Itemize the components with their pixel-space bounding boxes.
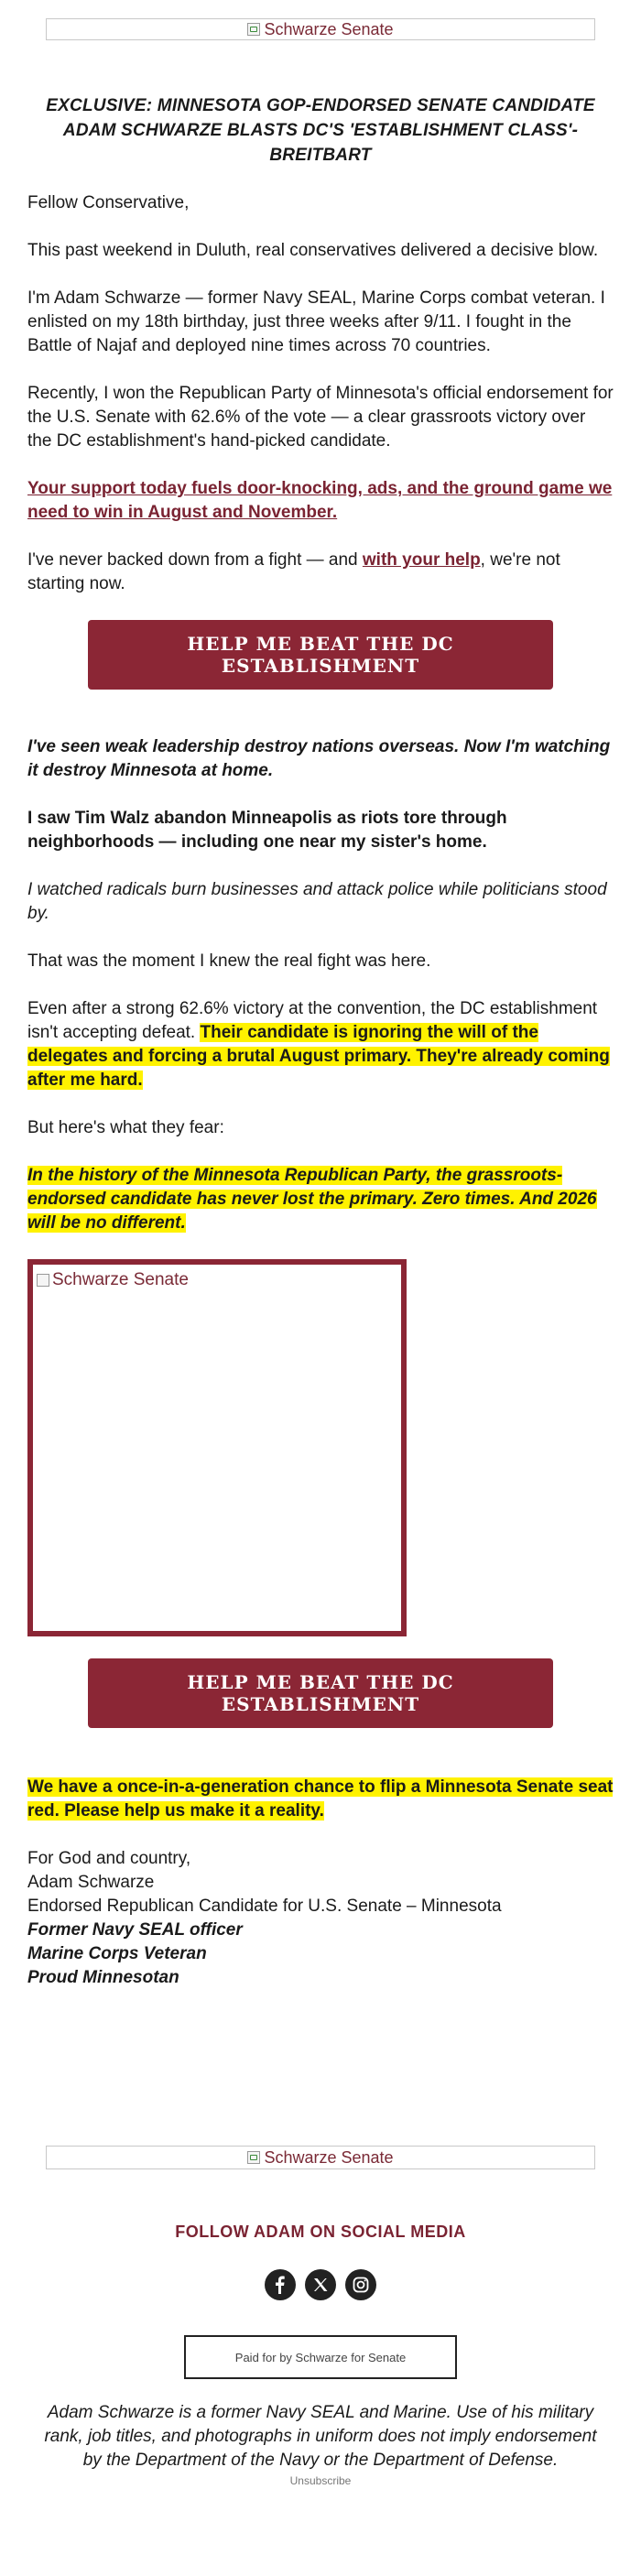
x-icon[interactable] (305, 2269, 336, 2300)
flip-highlight: We have a once-in-a-generation chance to flip a Minnesota Senate seat red. Please help us make it a reality. (27, 1777, 614, 1821)
paragraph-primary (27, 997, 614, 1092)
paragraph-fight (27, 549, 614, 596)
candidate-photo-alt (37, 1270, 189, 1290)
with-your-help-link[interactable]: with your help (362, 550, 481, 570)
paragraph-fear: But here's what they fear: (27, 1118, 224, 1137)
broken-image-icon (247, 2151, 260, 2164)
paragraph-duluth: This past weekend in Duluth, real conservatives delivered a decisive blow. (27, 241, 599, 260)
signature-line-marine: Marine Corps Veteran (27, 1944, 207, 1963)
header-logo[interactable] (46, 18, 595, 40)
cta-row-2 (27, 1658, 614, 1728)
broken-image-icon (247, 23, 260, 36)
fight-text-pre: I've never backed down from a fight — and (27, 550, 363, 570)
signature-line-seal: Former Navy SEAL officer (27, 1920, 243, 1940)
support-link[interactable]: Your support today fuels door-knocking, ads, and the ground game we need to win in August and November. (27, 479, 613, 522)
signature (27, 1847, 614, 1990)
primary-text-pre: Even after a strong 62.6% victory at the convention, the DC establishment isn't accepting defeat. (27, 999, 598, 1042)
paragraph-walz: I saw Tim Walz abandon Minneapolis as riots tore through neighborhoods — including one near my sister's home. (27, 809, 507, 852)
paragraph-bio: I'm Adam Schwarze — former Navy SEAL, Marine Corps combat veteran. I enlisted on my 18th birthday, just three weeks after 9/11. I fought in the Battle of Najaf and deployed nine times across 70 countries. (27, 288, 605, 355)
help-me-beat-establishment-button[interactable]: HELP ME BEAT THE DC ESTABLISHMENT (88, 620, 553, 690)
signature-line-minnesotan: Proud Minnesotan (27, 1968, 179, 1987)
signature-name: Adam Schwarze (27, 1873, 155, 1892)
signature-title: Endorsed Republican Candidate for U.S. Senate – Minnesota (27, 1897, 502, 1916)
header-logo-alt: Schwarze Senate (264, 19, 394, 38)
help-me-beat-establishment-button-2[interactable]: HELP ME BEAT THE DC ESTABLISHMENT (88, 1658, 553, 1728)
social-links (27, 2269, 614, 2300)
greeting: Fellow Conservative, (27, 193, 190, 212)
paragraph-support (27, 477, 614, 525)
unsubscribe-link[interactable]: Unsubscribe (289, 2474, 352, 2487)
signature-closing: For God and country, (27, 1849, 191, 1868)
facebook-icon[interactable] (265, 2269, 296, 2300)
broken-image-icon (37, 1274, 49, 1287)
paragraph-history (27, 1164, 614, 1235)
cta-row-1 (27, 620, 614, 690)
paid-for-text: Paid for by Schwarze for Senate (234, 2350, 407, 2364)
follow-heading: FOLLOW ADAM ON SOCIAL MEDIA (175, 2223, 466, 2241)
candidate-photo[interactable] (27, 1259, 407, 1636)
history-highlight: In the history of the Minnesota Republican Party, the grassroots-endorsed candidate has never lost the primary. Zero times. And 2026 will be no different. (27, 1166, 597, 1233)
disclaimer: Adam Schwarze is a former Navy SEAL and Marine. Use of his military rank, job titles, and photographs in uniform does not imply endorsement by the Department of the Navy or the Department of Defense. (44, 2403, 597, 2470)
paragraph-weak-leadership: I've seen weak leadership destroy nations overseas. Now I'm watching it destroy Minnesota at home. (27, 737, 611, 780)
paragraph-moment: That was the moment I knew the real fight was here. (27, 951, 431, 971)
email-body (27, 0, 614, 2487)
paid-for-box (184, 2335, 457, 2379)
footer (27, 2146, 614, 2487)
paragraph-flip (27, 1776, 614, 1823)
footer-logo-alt: Schwarze Senate (264, 2147, 394, 2167)
footer-logo[interactable] (46, 2146, 595, 2169)
paragraph-endorsement: Recently, I won the Republican Party of Minnesota's official endorsement for the U.S. Senate with 62.6% of the vote — a clear grassroots victory over the DC establishment's hand-picked candidate. (27, 384, 614, 451)
fight-text-post: , we're not starting now. (27, 550, 560, 593)
instagram-icon[interactable] (345, 2269, 376, 2300)
primary-highlight: Their candidate is ignoring the will of the delegates and forcing a brutal August primary. They're already coming after me hard. (27, 1023, 610, 1090)
headline: EXCLUSIVE: MINNESOTA GOP-ENDORSED SENATE CANDIDATE ADAM SCHWARZE BLASTS DC'S 'ESTABLISHMENT CLASS'- BREITBART (46, 96, 595, 165)
paragraph-radicals: I watched radicals burn businesses and attack police while politicians stood by. (27, 880, 607, 923)
photo-alt-text: Schwarze Senate (52, 1270, 189, 1289)
